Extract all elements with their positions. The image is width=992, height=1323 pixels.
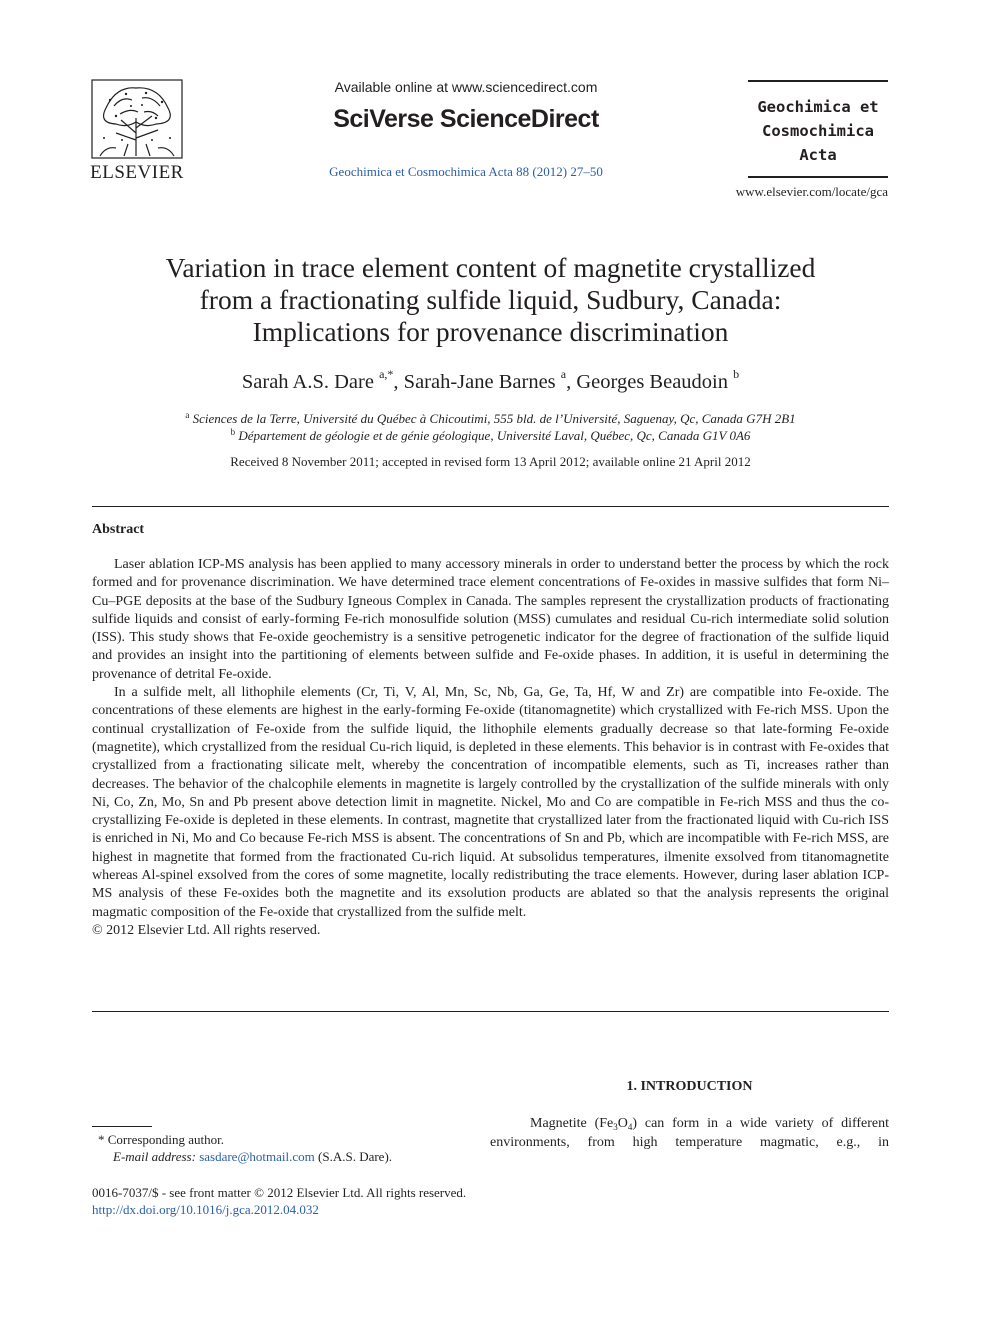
available-online: Available online at www.sciencedirect.com (334, 79, 598, 95)
title-line: from a fractionating sulfide liquid, Sudbury, Canada: (199, 284, 782, 315)
abstract-bottom-rule (92, 1011, 889, 1012)
author-name: Georges Beaudoin (576, 371, 728, 393)
affiliation-text: Sciences de la Terre, Université du Québec à Chicoutimi, 555 bld. de l’Université, Saguenay, Qc, Canada G7H 2B1 (192, 411, 796, 426)
journal-name-line: Geochimica et (757, 98, 879, 116)
sciencedirect-brand: SciVerse ScienceDirect (333, 105, 599, 133)
journal-rule-top (748, 80, 888, 82)
abstract-heading: Abstract (92, 522, 145, 537)
footnote-rule (92, 1126, 152, 1127)
journal-url[interactable]: www.elsevier.com/locate/gca (735, 184, 888, 199)
intro-text: O (617, 1116, 628, 1131)
introduction-line (490, 1115, 889, 1134)
formula-subscript: 3 (613, 1122, 618, 1132)
journal-name (748, 95, 888, 167)
abstract-paragraph: In a sulfide melt, all lithophile elements (Cr, Ti, V, Al, Mn, Sc, Nb, Ga, Ge, Ta, Hf, W and Zr) are compatible into Fe-oxide. The concentrations of these elements are highest in the early-forming Fe-oxide (titanomagnetite) which crystallized with Fe-rich MSS. Upon the continual crystallization of Fe-oxide from the sulfide liquid, the lithophile elements gradually decrease so that late-forming Fe-oxide (magnetite), which crystallized from the residual Cu-rich liquid, is depleted in these elements. This behavior is in contrast with Fe-oxides that crystallized from a fractionating silicate melt, whereby the concentration of incompatible elements, such as Ti, increases rather than decreases. The behavior of the chalcophile elements in magnetite is largely controlled by the crystallization of the sulfide minerals with only Ni, Co, Zn, Mo, Sn and Pb present above detection limit in magnetite. Nickel, Mo and Co are compatible in Fe-rich MSS and thus the co-crystallizing Fe-oxide is depleted in these elements. In contrast, magnetite that crystallized later from the fractionated liquid with Cu-rich ISS is enriched in Ni, Mo and Co because Fe-rich MSS is absent. The concentrations of Sn and Pb, which are incompatible with Fe-rich MSS, are highest in magnetite that formed from the fractionated Cu-rich liquid. At subsolidus temperatures, ilmenite exsolved from titanomagnetite whereas Al-spinel exsolved from the cores of some magnetite, locally redistributing the trace elements. However, during laser ablation ICP-MS analysis of these Fe-oxides both the magnetite and its exsolution products are ablated so that the analysis represents the original magmatic composition of the Fe-oxide that crystallized from the sulfide melt. (92, 685, 889, 920)
abstract-paragraph: Laser ablation ICP-MS analysis has been applied to many accessory minerals in order to understand better the process by which the rock formed and for provenance discrimination. We have determined trace element concentrations of Fe-oxides in massive sulfides that form Ni–Cu–PGE deposits at the base of the Sudbury Igneous Complex in Canada. The samples represent the crystallization products of fractionating sulfide liquids and consist of early-forming Fe-rich monosulfide solution (MSS) cumulates and residual Cu-rich intermediate solid solution (ISS). This study shows that Fe-oxide geochemistry is a sensitive petrogenetic indicator for the degree of fractionation of the sulfide liquid and provides an insight into the partitioning of elements between sulfide and Fe-oxide phases. In addition, it is useful in determining the provenance of detrital Fe-oxide. (92, 557, 889, 682)
introduction-line: environments, from high temperature magmatic, e.g., in (490, 1134, 889, 1150)
abstract-copyright: © 2012 Elsevier Ltd. All rights reserved. (92, 922, 321, 938)
author-affiliation-mark[interactable]: a,* (379, 367, 394, 381)
intro-text: ) can form in a wide variety of different (632, 1116, 890, 1131)
email-suffix: (S.A.S. Dare). (314, 1149, 393, 1164)
affiliation-b (92, 427, 889, 446)
abstract-body (92, 556, 889, 940)
author-list (92, 368, 889, 398)
publisher-name: ELSEVIER (90, 162, 184, 183)
article-dates: Received 8 November 2011; accepted in revised form 13 April 2012; available online 21 April 2012 (230, 454, 751, 469)
affiliation-mark: b (230, 427, 236, 437)
author-name: Sarah A.S. Dare (241, 371, 374, 393)
email-label: E-mail address: (113, 1149, 196, 1164)
author-separator: , (566, 371, 577, 393)
corresponding-author-note: * Corresponding author. (98, 1132, 225, 1147)
email-link[interactable]: sasdare@hotmail.com (199, 1149, 315, 1164)
doi-link[interactable]: http://dx.doi.org/10.1016/j.gca.2012.04.032 (92, 1202, 319, 1217)
author-separator: , (393, 371, 404, 393)
introduction-heading: 1. INTRODUCTION (626, 1079, 753, 1094)
author-affiliation-mark[interactable]: a (560, 367, 567, 381)
elsevier-logo (86, 78, 188, 188)
journal-name-line: Acta (799, 146, 837, 164)
author-name: Sarah-Jane Barnes (403, 371, 556, 393)
email-note (113, 1148, 392, 1165)
formula-subscript: 4 (627, 1122, 633, 1132)
abstract-top-rule (92, 506, 889, 507)
affiliation-mark: a (185, 410, 190, 420)
title-line: Implications for provenance discrimination (252, 316, 729, 347)
affiliation-text: Département de géologie et de génie géologique, Université Laval, Québec, Qc, Canada G1V 0A6 (238, 428, 751, 443)
journal-citation-link[interactable]: Geochimica et Cosmochimica Acta 88 (2012) 27–50 (329, 164, 603, 179)
article-title (92, 252, 889, 348)
introduction-body (490, 1115, 889, 1152)
issn-line: 0016-7037/$ - see front matter © 2012 Elsevier Ltd. All rights reserved. (92, 1185, 467, 1200)
title-line: Variation in trace element content of magnetite crystallized (165, 252, 816, 283)
intro-text: Magnetite (Fe (530, 1116, 614, 1131)
elsevier-tree-icon (86, 78, 188, 162)
journal-name-line: Cosmochimica (762, 122, 874, 140)
author-affiliation-mark[interactable]: b (733, 367, 740, 381)
journal-rule-bottom (748, 176, 888, 178)
